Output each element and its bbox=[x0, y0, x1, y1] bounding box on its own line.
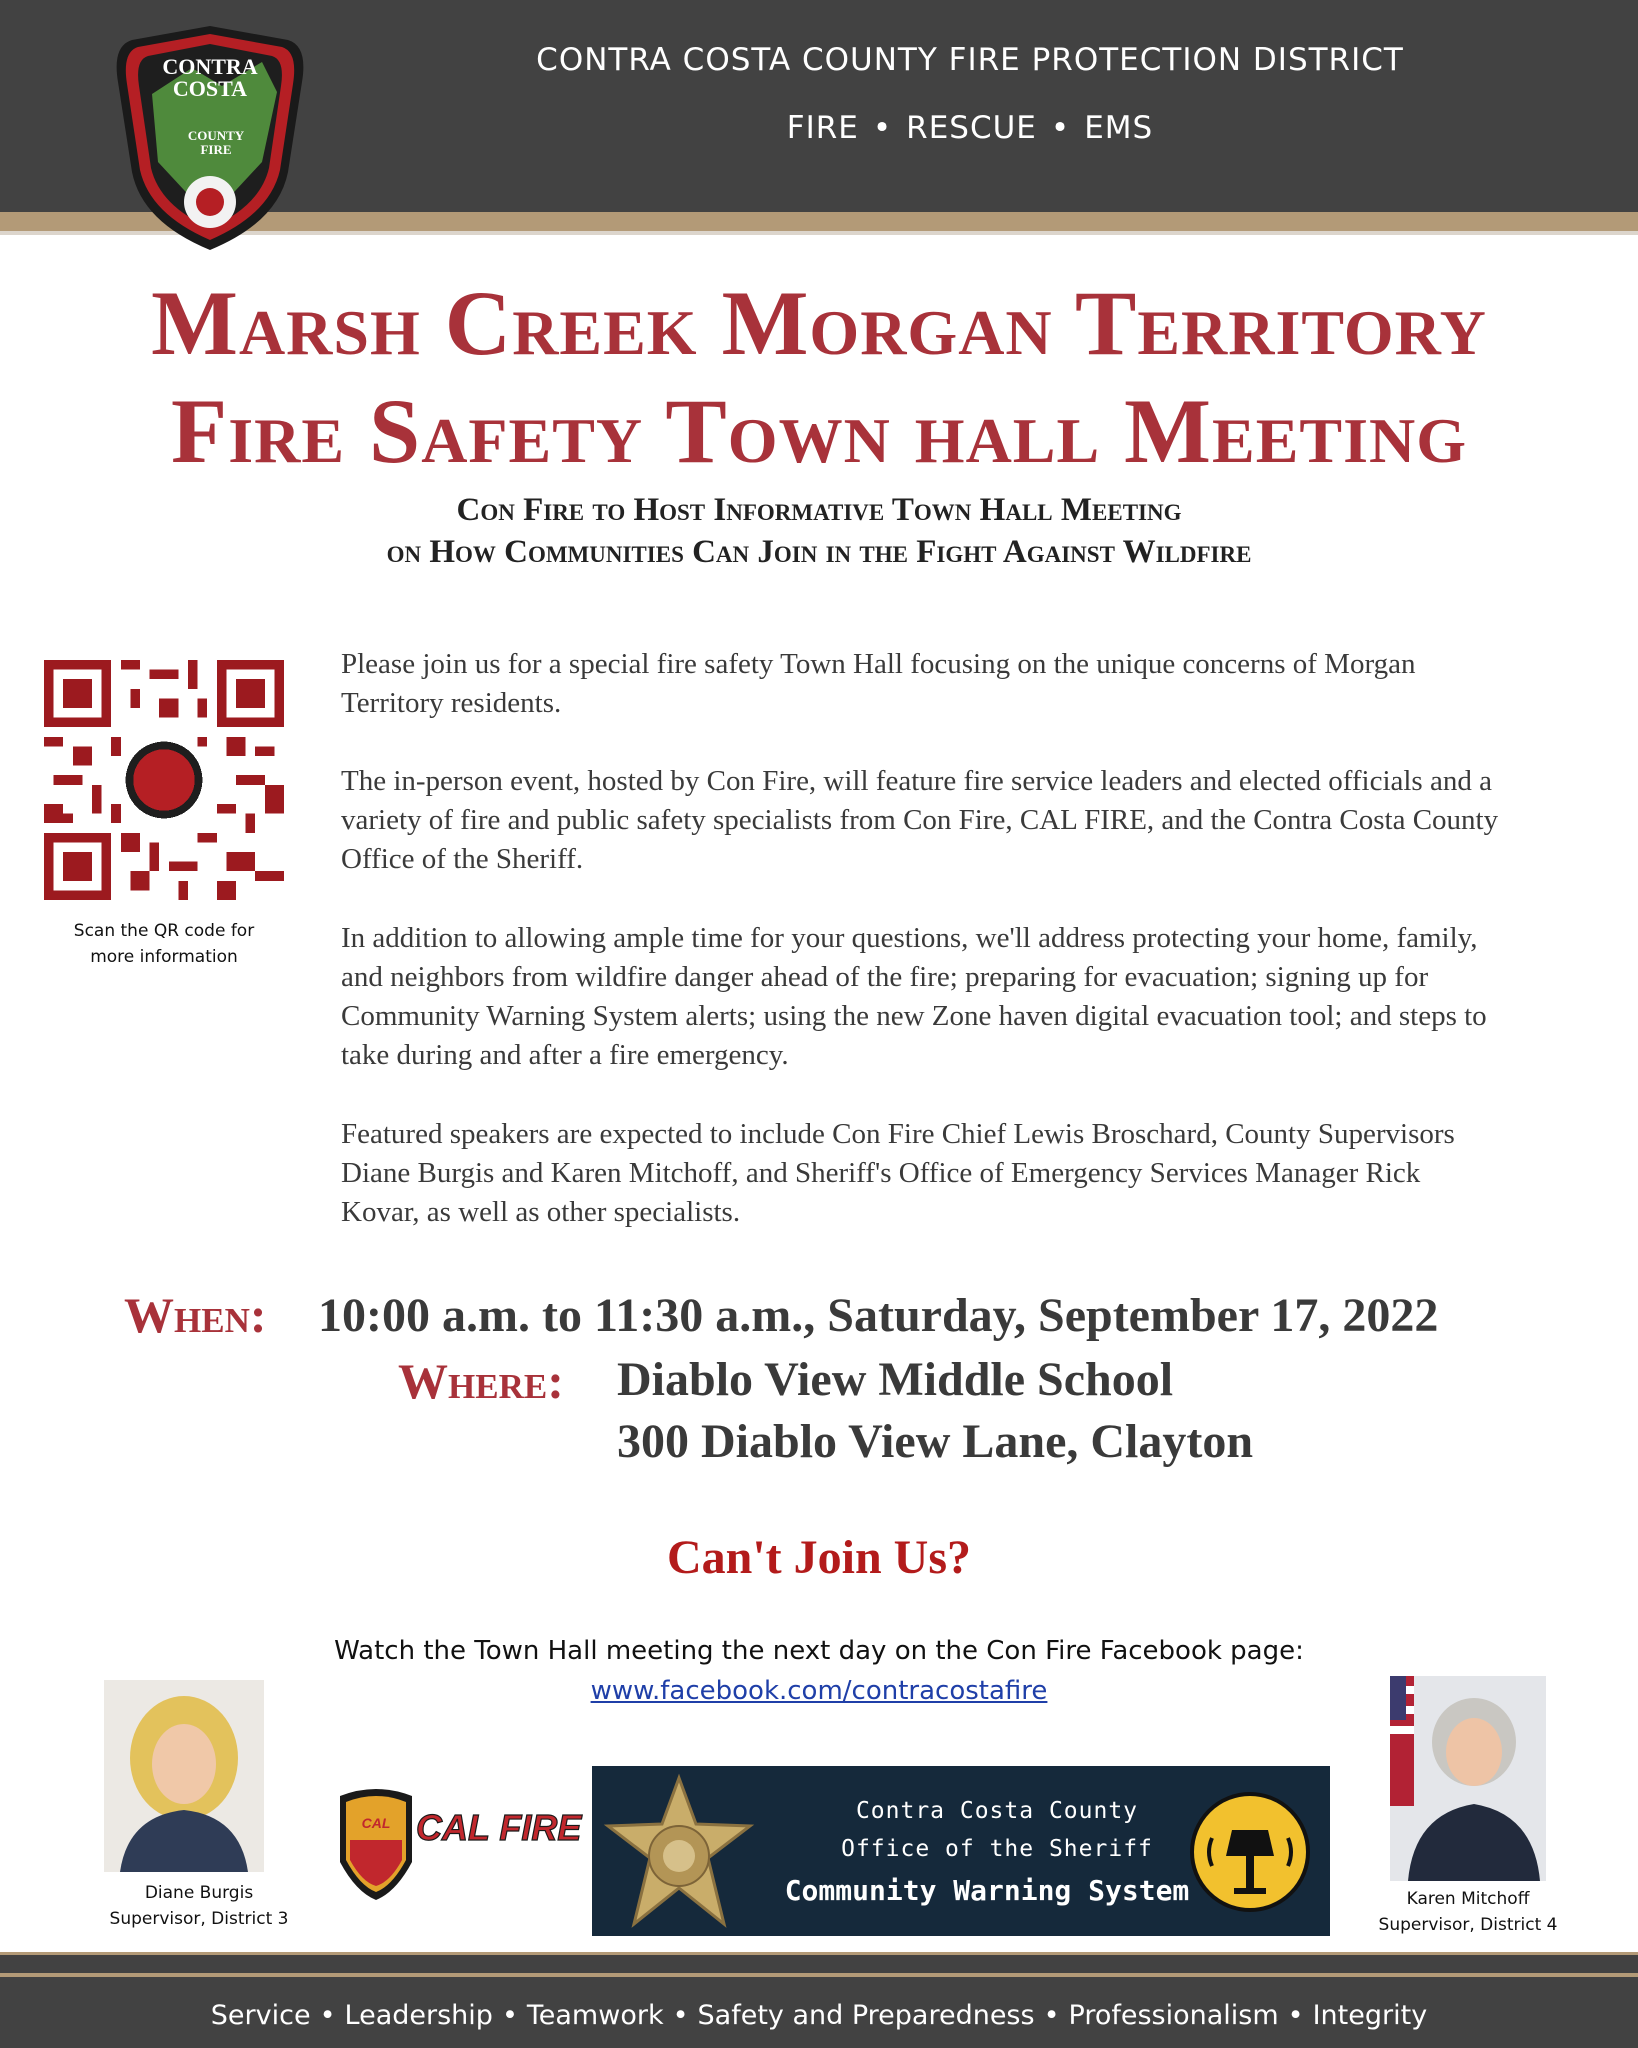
event-title-line-1: Marsh Creek Morgan Territory bbox=[151, 272, 1487, 374]
cws-office-text: Office of the Sheriff bbox=[841, 1836, 1153, 1862]
alert-siren-icon bbox=[1188, 1790, 1312, 1914]
value-service: Service bbox=[210, 2000, 311, 2031]
svg-text:COSTA: COSTA bbox=[172, 76, 248, 101]
when-value: 10:00 a.m. to 11:30 a.m., Saturday, September 17, 2022 bbox=[318, 1289, 1439, 1342]
where-venue: Diablo View Middle School bbox=[617, 1353, 1174, 1406]
cal-fire-logo bbox=[336, 1782, 582, 1902]
when-label: When: bbox=[124, 1287, 267, 1343]
karen-mitchoff-photo bbox=[1390, 1676, 1546, 1881]
value-teamwork: Teamwork bbox=[526, 2000, 664, 2031]
cant-join-heading: Can't Join Us? bbox=[666, 1531, 972, 1584]
speakers-paragraph: Featured speakers are expected to include Con Fire Chief Lewis Broschard, County Supervisors Diane Burgis and Karen Mitchoff, and Sheriff's Office of Emergency Services Manager Rick Kovar, as well as other specialists. bbox=[341, 1118, 1455, 1228]
qr-caption bbox=[44, 918, 284, 970]
speaker-title: Supervisor, District 3 bbox=[109, 1909, 289, 1929]
value-safety-preparedness: Safety and Preparedness bbox=[697, 2000, 1035, 2031]
value-integrity: Integrity bbox=[1312, 2000, 1428, 2031]
qr-caption-line-1: Scan the QR code for bbox=[73, 921, 255, 941]
svg-text:COUNTY: COUNTY bbox=[187, 128, 245, 143]
tagline-ems: EMS bbox=[1084, 110, 1154, 146]
core-values: Service • Leadership • Teamwork • Safety and Preparedness • Professionalism • Integrity bbox=[210, 2000, 1428, 2031]
intro-paragraph: Please join us for a special fire safety Town Hall focusing on the unique concerns of Morgan Territory residents. bbox=[341, 648, 1416, 719]
cws-county-text: Contra Costa County bbox=[855, 1798, 1139, 1824]
watch-instructions: Watch the Town Hall meeting the next day on the Con Fire Facebook page: bbox=[334, 1636, 1304, 1666]
contra-costa-fire-badge-logo bbox=[112, 22, 308, 254]
value-leadership: Leadership bbox=[344, 2000, 493, 2031]
svg-text:CAL FIRE: CAL FIRE bbox=[416, 1807, 582, 1848]
svg-text:FIRE: FIRE bbox=[200, 142, 232, 157]
topics-paragraph: In addition to allowing ample time for your questions, we'll address protecting your home, family, and neighbors from wildfire danger ahead of the fire; preparing for evacuation; signing up for Community Warning System alerts; using the new Zone haven digital evacuation tool; and steps to take during and after a fire emergency. bbox=[341, 922, 1487, 1071]
svg-text:CAL: CAL bbox=[361, 1815, 391, 1831]
event-title-line-2: Fire Safety Town hall Meeting bbox=[171, 380, 1467, 482]
event-description-paragraph: The in-person event, hosted by Con Fire, will feature fire service leaders and elected officials and a variety of fire and public safety specialists from Con Fire, CAL FIRE, and the Contra Costa County Office of the Sheriff. bbox=[341, 765, 1499, 875]
event-subtitle-line-2: on How Communities Can Join in the Fight Against Wildfire bbox=[386, 534, 1252, 570]
svg-text:CONTRA: CONTRA bbox=[162, 54, 258, 79]
speaker-name: Karen Mitchoff bbox=[1406, 1889, 1530, 1909]
service-tagline: FIRE • RESCUE • EMS bbox=[786, 110, 1154, 146]
facebook-link[interactable]: www.facebook.com/contracostafire bbox=[590, 1676, 1048, 1706]
diane-burgis-photo bbox=[104, 1680, 264, 1872]
cws-system-text: Community Warning System bbox=[784, 1874, 1190, 1907]
speaker-title: Supervisor, District 4 bbox=[1378, 1915, 1558, 1935]
qr-caption-line-2: more information bbox=[90, 947, 238, 967]
tagline-rescue: RESCUE bbox=[906, 110, 1037, 146]
cal-fire-wordmark bbox=[416, 1807, 582, 1848]
sheriff-star-icon bbox=[604, 1774, 754, 1929]
event-subtitle-line-1: Con Fire to Host Informative Town Hall Meeting bbox=[456, 492, 1182, 528]
speaker-name: Diane Burgis bbox=[144, 1883, 254, 1903]
value-professionalism: Professionalism bbox=[1068, 2000, 1279, 2031]
where-label: Where: bbox=[398, 1353, 564, 1409]
community-warning-system-banner[interactable] bbox=[592, 1766, 1330, 1936]
footer-stripe bbox=[0, 1955, 1638, 1973]
diane-burgis-caption bbox=[84, 1880, 314, 1932]
tagline-fire: FIRE bbox=[786, 110, 859, 146]
where-address: 300 Diablo View Lane, Clayton bbox=[617, 1415, 1254, 1468]
qr-code[interactable] bbox=[44, 660, 284, 900]
karen-mitchoff-caption bbox=[1350, 1886, 1586, 1938]
organization-name: CONTRA COSTA COUNTY FIRE PROTECTION DISTRICT bbox=[536, 42, 1404, 78]
